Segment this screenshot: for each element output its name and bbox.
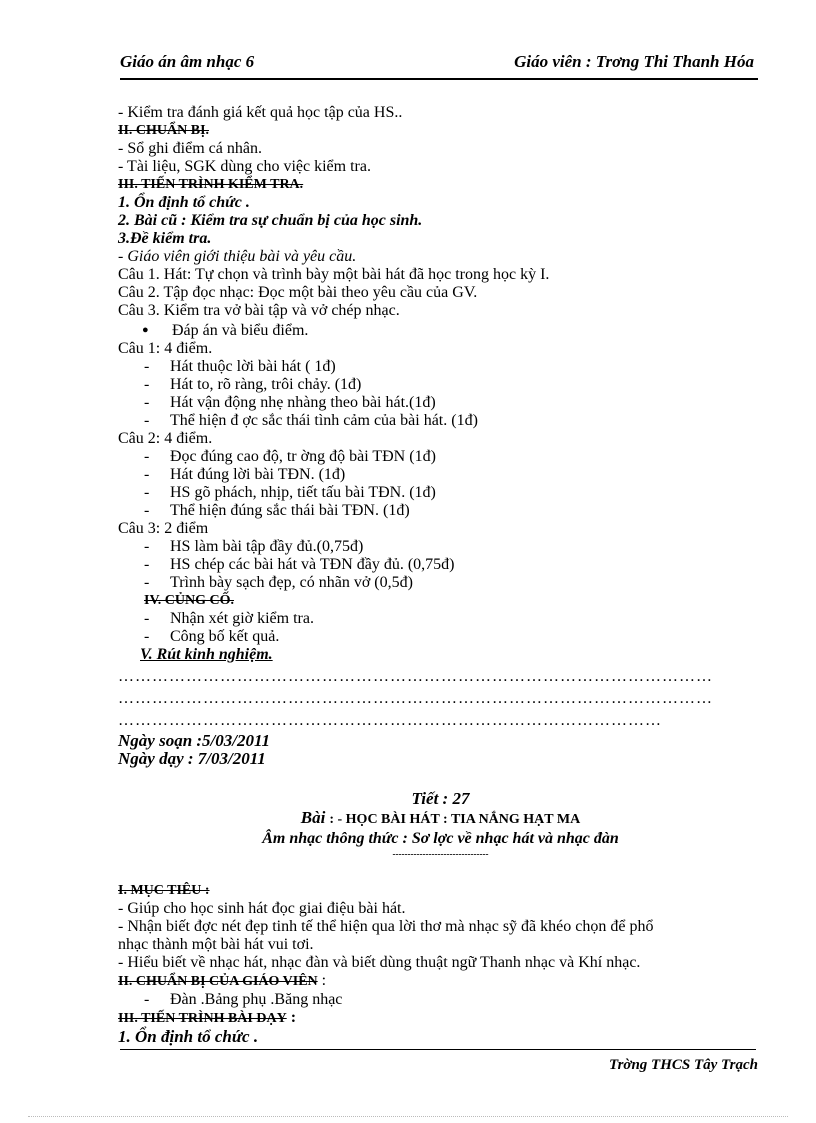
step-2: 2. Bài cũ : Kiểm tra sự chuẩn bị của học sinh.: [118, 212, 423, 229]
list-item: - HS chép các bài hát và TĐN đầy đủ. (0,75đ): [118, 556, 763, 574]
footer-divider: [120, 1049, 756, 1050]
lesson-subtitle: Âm nhạc thông thức : Sơ lợc về nhạc hát và nhạc đàn: [262, 830, 619, 847]
prep-title-text: II. CHUẨN BỊ CỦA GIÁO VIÊN: [118, 974, 318, 989]
list-item: - Thể hiện đúng sắc thái bài TĐN. (1đ): [118, 502, 763, 520]
lesson-label: Bài: [300, 808, 326, 827]
list-item: - Sổ ghi điểm cá nhân.: [118, 140, 262, 157]
section-3-title: III. TIẾN TRÌNH KIỂM TRA.: [118, 177, 304, 192]
blank-line: ……………………………………………………………………………………………: [118, 668, 713, 685]
title-separator: --------------------------------: [392, 849, 489, 859]
lesson-title: [118, 808, 763, 830]
list-item: - Thể hiện đ ợc sắc thái tình cảm của bài hát. (1đ): [118, 412, 763, 430]
page-footer: Trờng THCS Tây Trạch: [608, 1057, 758, 1073]
eval-line: - Kiểm tra đánh giá kết quả học tập của HS..: [118, 104, 403, 121]
q3-heading: Câu 3: 2 điểm: [118, 520, 209, 537]
document-body: [118, 104, 763, 1046]
goal-line: - Nhận biết đợc nét đẹp tinh tế thể hiện qua lời thơ mà nhạc sỹ đã khéo chọn để phổ: [118, 918, 654, 935]
list-item: - Hát to, rõ ràng, trôi chảy. (1đ): [118, 376, 763, 394]
q2-heading: Câu 2: 4 điểm.: [118, 430, 213, 447]
header-left: Giáo án âm nhạc 6: [120, 52, 255, 71]
procedure-title-text: III. TIẾN TRÌNH BÀI DẠY: [118, 1011, 287, 1026]
lesson-number: Tiết : 27: [411, 789, 470, 808]
procedure-title-colon: :: [286, 1009, 297, 1026]
question-3: Câu 3. Kiểm tra vở bài tập và vở chép nhạc.: [118, 302, 400, 319]
list-item: - HS làm bài tập đầy đủ.(0,75đ): [118, 538, 763, 556]
q1-heading: Câu 1: 4 điểm.: [118, 340, 213, 357]
list-item: - Tài liệu, SGK dùng cho việc kiểm tra.: [118, 158, 371, 175]
teacher-intro: - Giáo viên giới thiệu bài và yêu cầu.: [118, 248, 357, 265]
question-1: Câu 1. Hát: Tự chọn và trình bày một bài hát đã học trong học kỳ I.: [118, 266, 550, 283]
goal-line: - Giúp cho học sinh hát đọc giai điệu bài hát.: [118, 900, 406, 917]
goals-title: I. MỤC TIÊU :: [118, 883, 210, 898]
page-edge: [28, 1116, 788, 1117]
prep-title-colon: :: [317, 972, 327, 989]
header-right: Giáo viên : Trơng Thi Thanh Hóa: [514, 52, 754, 71]
step-3: 3.Đề kiểm tra.: [118, 230, 212, 247]
date-taught: Ngày dạy : 7/03/2011: [118, 749, 266, 768]
list-item: - Hát thuộc lời bài hát ( 1đ): [118, 358, 763, 376]
list-item: - Đàn .Bảng phụ .Băng nhạc: [118, 991, 763, 1009]
list-item: - HS gõ phách, nhịp, tiết tấu bài TĐN. (1đ): [118, 484, 763, 502]
list-item: - Hát đúng lời bài TĐN. (1đ): [118, 466, 763, 484]
list-item: - Đọc đúng cao độ, tr ờng độ bài TĐN (1đ): [118, 448, 763, 466]
list-item: - Nhận xét giờ kiểm tra.: [118, 610, 763, 628]
answer-key-heading: ● Đáp án và biểu điểm.: [142, 322, 763, 340]
blank-line: ……………………………………………………………………………………………: [118, 690, 713, 707]
goal-line: nhạc thành một bài hát vui tơi.: [118, 936, 314, 953]
list-item: - Trình bày sạch đẹp, có nhãn vở (0,5đ): [118, 574, 763, 592]
step-1: 1. Ổn định tổ chức .: [118, 194, 250, 211]
section-2-title: II. CHUẨN BỊ.: [118, 123, 210, 138]
list-item: - Hát vận động nhẹ nhàng theo bài hát.(1đ): [118, 394, 763, 412]
section-5-title: V. Rút kinh nghiệm.: [140, 646, 273, 663]
procedure-title: [118, 1009, 763, 1028]
lesson-name: : - HỌC BÀI HÁT : TIA NẮNG HẠT MA: [329, 812, 581, 827]
step-1: 1. Ổn định tổ chức .: [118, 1027, 259, 1046]
list-item: - Công bố kết quả.: [118, 628, 763, 646]
section-4-title: IV. CỦNG CỐ.: [144, 593, 234, 608]
prep-title: [118, 972, 763, 991]
page-header: [120, 52, 758, 80]
question-2: Câu 2. Tập đọc nhạc: Đọc một bài theo yêu cầu của GV.: [118, 284, 478, 301]
blank-line: ……………………………………………………………………………………: [118, 712, 662, 729]
goal-line: - Hiểu biết về nhạc hát, nhạc đàn và biết dùng thuật ngữ Thanh nhạc và Khí nhạc.: [118, 954, 641, 971]
date-prepared: Ngày soạn :5/03/2011: [118, 731, 271, 750]
